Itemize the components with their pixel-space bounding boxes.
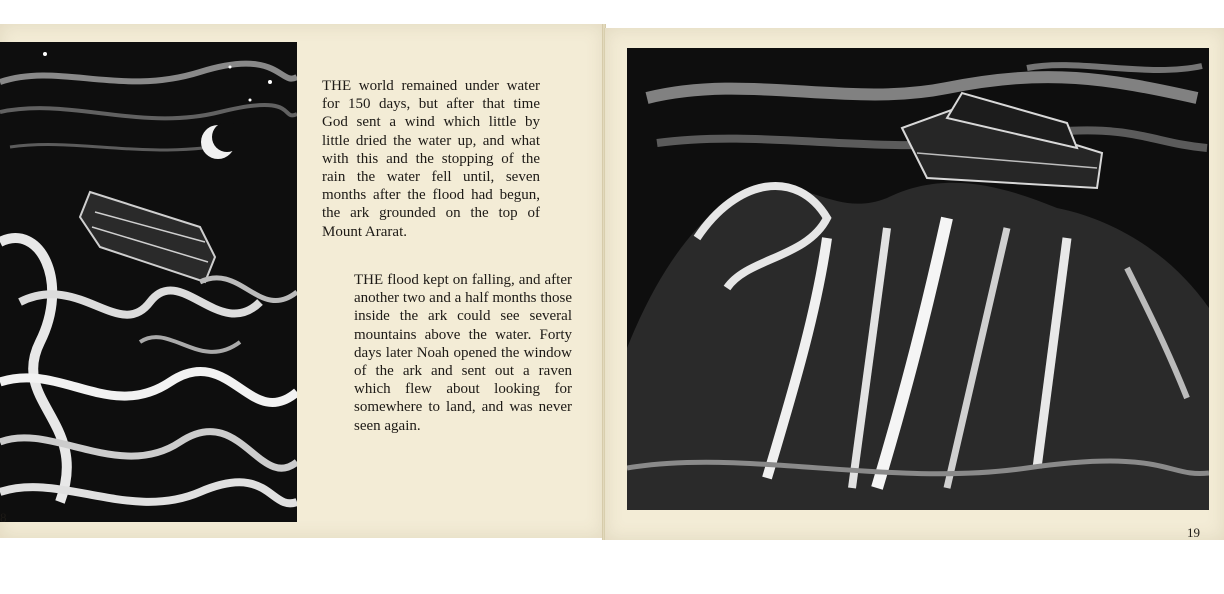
page-number-right: 19 [1187, 525, 1200, 540]
right-page [604, 28, 1224, 540]
page-number-left: 8 [0, 510, 7, 525]
ark-in-storm-illustration [0, 42, 297, 522]
left-page [0, 24, 605, 538]
ark-on-mountain-illustration [627, 48, 1209, 510]
paragraph-2: THE flood kept on falling, and after another two and a half months those inside the ark could see several mountains above the water. Forty days later Noah opened the window of the ark and sent out a raven which flew about looking for somewhere to land, and was never seen again. [354, 272, 572, 434]
paragraph-1: THE world remained under water for 150 days, but after that time God sent a wind which little by little dried the water up, and what with this and the stopping of the rain the water fell until, seven months after the flood had begun, the ark grounded on the top of Mount Ararat. [322, 78, 540, 240]
